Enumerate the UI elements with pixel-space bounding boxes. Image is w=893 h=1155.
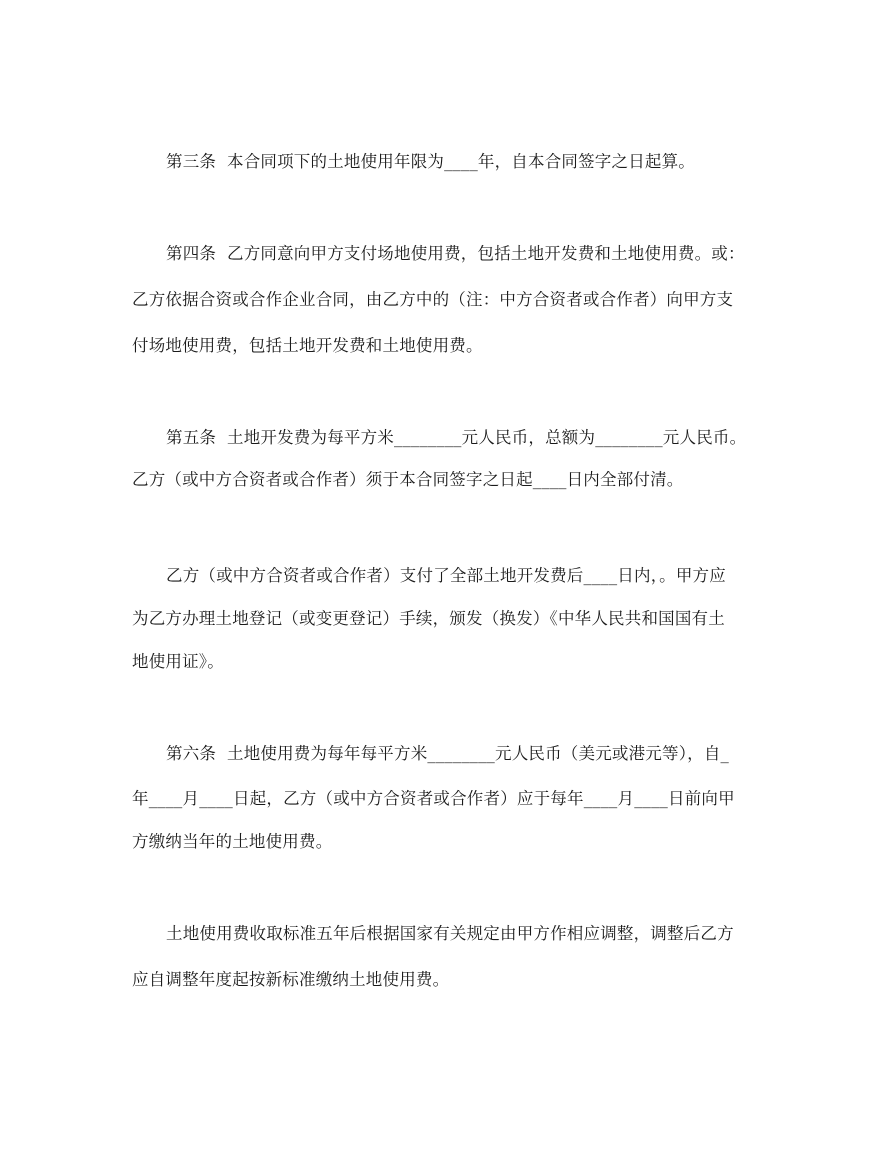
article-5-paragraph-2-line-2: 为乙方办理土地登记（或变更登记）手续，颁发（换发）《中华人民共和国国有土 [132, 609, 725, 628]
article-6-line-2: 年____月____日起，乙方（或中方合资者或合作者）应于每年____月____日前向甲 [132, 789, 735, 808]
article-6-line-3: 方缴纳当年的土地使用费。 [132, 832, 333, 851]
article-4-line-2: 乙方依据合资或合作企业合同，由乙方中的（注：中方合资者或合作者）向甲方支 [132, 290, 734, 309]
article-4-line-3: 付场地使用费，包括土地开发费和土地使用费。 [132, 336, 483, 355]
article-5-line-1: 第五条 土地开发费为每平方米________元人民币，总额为________元人民币。 [166, 428, 747, 447]
article-5-line-2: 乙方（或中方合资者或合作者）须于本合同签字之日起____日内全部付清。 [132, 470, 684, 489]
article-5-paragraph-2-line-3: 地使用证》。 [132, 652, 224, 671]
article-3-line-1: 第三条 本合同项下的土地使用年限为____年，自本合同签字之日起算。 [166, 152, 695, 171]
article-6-paragraph-2-line-1: 土地使用费收取标准五年后根据国家有关规定由甲方作相应调整，调整后乙方 [166, 924, 734, 943]
article-4-line-1: 第四条 乙方同意向甲方支付场地使用费，包括土地开发费和土地使用费。或： [166, 244, 745, 263]
article-6-paragraph-2-line-2: 应自调整年度起按新标准缴纳土地使用费。 [132, 970, 450, 989]
article-5-paragraph-2-line-1: 乙方（或中方合资者或合作者）支付了全部土地开发费后____日内，。甲方应 [166, 566, 726, 585]
article-6-line-1: 第六条 土地使用费为每年每平方米________元人民币（美元或港元等），自_ [166, 744, 729, 763]
